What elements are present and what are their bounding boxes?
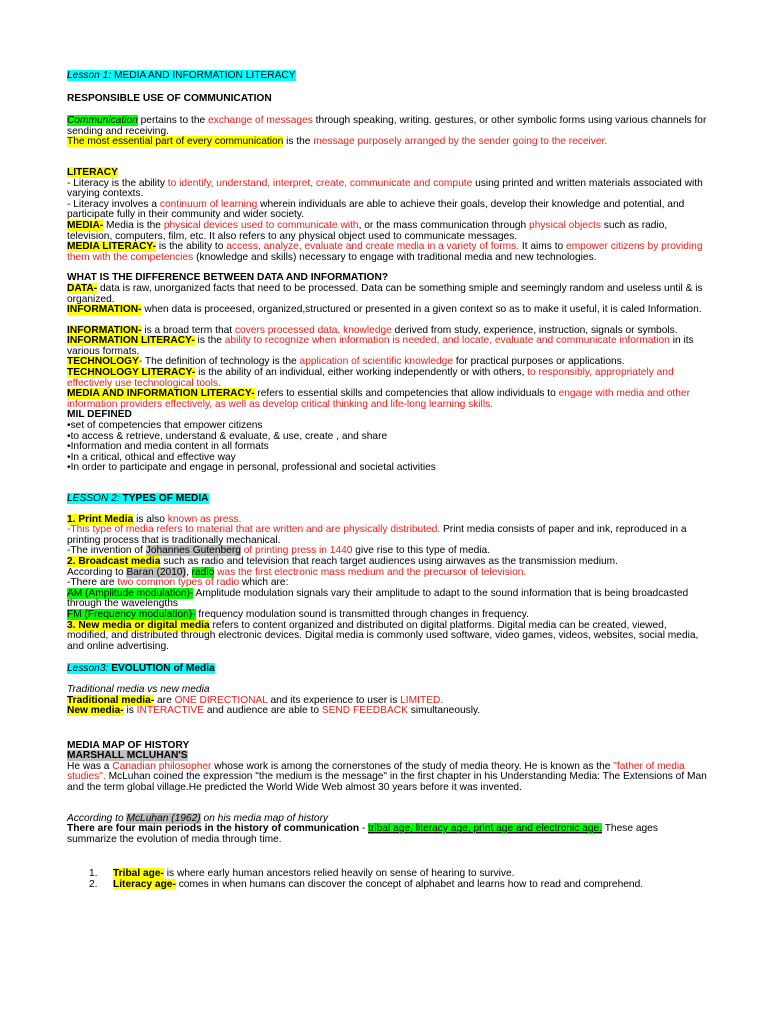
- technology-literacy-term: TECHNOLOGY LITERACY-: [67, 367, 196, 379]
- text: Media is the: [103, 219, 164, 231]
- text: using printed and written materials associated with varying contexts.: [67, 177, 703, 200]
- red-text: "father of media studies".: [67, 760, 685, 783]
- mcluhan-bio-paragraph: [67, 762, 707, 794]
- list-number: 1.: [89, 868, 98, 880]
- literacy-paragraph-1: [67, 179, 707, 200]
- am-term: AM (Amplitude modulation)-: [67, 587, 194, 599]
- red-text: -This type of media refers to: [67, 524, 197, 536]
- lesson2-title-highlight: [67, 493, 209, 504]
- text: and its experience to user is: [267, 694, 401, 706]
- information-term: INFORMATION-: [67, 304, 142, 316]
- document-page: [67, 71, 707, 891]
- text: which are:: [239, 577, 289, 589]
- text: is a broad term that: [141, 324, 235, 336]
- red-text: SEND FEEDBACK: [321, 705, 408, 717]
- lesson1-label: Lesson 1:: [67, 70, 112, 81]
- text: , or the mass communication through: [358, 219, 530, 231]
- information-literacy-paragraph: [67, 336, 707, 357]
- list-number: 2.: [89, 879, 98, 891]
- text: such as radio, television, computers, film, etc. It also refers to any physical object used to communicate messages.: [67, 219, 668, 242]
- mil-bullet: •Information and media content in all formats: [67, 441, 269, 453]
- new-media-term-2: New media-: [67, 705, 124, 717]
- information-literacy-term: INFORMATION LITERACY-: [67, 335, 195, 347]
- responsible-heading: RESPONSIBLE USE OF COMMUNICATION: [67, 92, 272, 104]
- information-paragraph: [67, 305, 707, 316]
- lesson1-title-highlight: [67, 70, 296, 81]
- red-text: application of scientific knowledge: [299, 356, 454, 368]
- literacy-age-term: Literacy age-: [113, 879, 176, 891]
- text: (knowledge and skills) necessary to engage with traditional media and new technologies.: [193, 251, 597, 263]
- text: is the: [283, 136, 314, 148]
- baran-highlight: Baran (2010): [126, 566, 186, 578]
- broadcast-term: 2. Broadcast media: [67, 555, 161, 567]
- red-text: Canadian philosopher: [112, 760, 212, 772]
- print-media-term: 1. Print Media: [67, 513, 134, 525]
- text: frequency modulation sound is transmitted through changes in frequency.: [195, 608, 529, 620]
- new-media-paragraph-2: [67, 706, 707, 717]
- mcluhan-highlight: McLuhan (1962): [126, 812, 201, 824]
- media-term: MEDIA-: [67, 219, 104, 231]
- technology-term: TECHNOLOGY: [67, 356, 139, 368]
- text: and audience are able to: [204, 705, 322, 717]
- red-text: of printing press in 1440: [240, 545, 353, 557]
- red-text: material that are written and are physically distributed.: [196, 524, 441, 536]
- essential-red: message purposely arranged by the sender going to the receiver.: [313, 136, 608, 148]
- text: on his media map of history: [200, 812, 329, 824]
- media-map-heading: MEDIA MAP OF HISTORY: [67, 739, 190, 751]
- list-item-text: [113, 880, 643, 891]
- text: data is raw, unorganized facts that need to be processed. Data can be something smiple and seemingly random and useless until & is organized.: [67, 282, 703, 305]
- text: ,: [185, 566, 192, 578]
- text: such as radio and television that reach target audiences using airwaves as the transmission medium.: [160, 555, 618, 567]
- traditional-media-term: Traditional media-: [67, 694, 155, 706]
- text: Print media consists of paper and ink, reproduced in a printing process that is traditionally mechanical.: [67, 524, 687, 546]
- periods-paragraph: [67, 824, 707, 845]
- red-text: known as press.: [167, 513, 242, 525]
- red-text: ability to recognize when information is needed, and locate, evaluate and communicate information: [224, 335, 670, 347]
- text: in its various formats.: [67, 335, 694, 357]
- lesson1-title: MEDIA AND INFORMATION LITERACY: [111, 70, 296, 81]
- text: Amplitude modulation signals vary their amplitude to adapt to the sound information that is being broadcasted through the wavelengths: [67, 587, 689, 610]
- text: - The definition of technology is the: [138, 356, 300, 368]
- text: These ages summarize the evolution of media through time.: [67, 823, 658, 845]
- mil-bullet: •to access & retrieve, understand & evaluate, & use, create , and share: [67, 430, 388, 442]
- red-text: covers processed data, knowledge: [234, 324, 392, 336]
- red-text: physical objects: [529, 219, 601, 231]
- periods-highlight: tribal age, literacy age, print age and electronic age.: [368, 823, 603, 835]
- text: is the ability to: [156, 241, 227, 253]
- media-literacy-paragraph: [67, 242, 707, 263]
- fm-term: FM (Frequency modulation)-: [67, 608, 196, 620]
- radio-highlight: radio: [191, 566, 215, 578]
- difference-heading: WHAT IS THE DIFFERENCE BETWEEN DATA AND INFORMATION?: [67, 272, 389, 284]
- mil-bullet: •set of competencies that empower citizens: [67, 420, 263, 432]
- mil-term: MEDIA AND INFORMATION LITERACY-: [67, 388, 255, 400]
- new-media-paragraph: [67, 621, 707, 653]
- text: It aims to: [519, 241, 567, 253]
- text: is where early human ancestors relied heavily on sense of hearing to survive.: [163, 868, 515, 880]
- text: refers to content organized and distributed on digital platforms. Digital media can be created, viewed, modified, and distributed through electronic devices. Digital media is commonly used software, video games, videos, websites, social media, and online advertising.: [67, 619, 699, 652]
- bold-text: There are four main periods in the history of communication: [67, 823, 360, 835]
- new-media-term: 3. New media or digital media: [67, 619, 210, 631]
- text: are: [154, 694, 175, 706]
- red-text: physical devices used to communicate with: [163, 219, 359, 231]
- data-term: DATA-: [67, 282, 98, 294]
- mil-defined-heading: MIL DEFINED: [67, 409, 132, 421]
- data-paragraph: [67, 284, 707, 305]
- red-text: two common types of radio: [117, 577, 240, 589]
- text: refers to essential skills and competencies that allow individuals to: [254, 388, 559, 400]
- red-text: ONE DIRECTIONAL: [174, 694, 268, 706]
- lesson2-title: TYPES OF MEDIA: [119, 493, 209, 504]
- text: -: [359, 823, 369, 835]
- text: wherein individuals are able to achieve their goals, develop their knowledge and potential, and participate fully in their community and wider society.: [67, 198, 685, 221]
- red-text: to responsibly, appropriately and effectively use technological tools.: [67, 367, 674, 389]
- communication-term: Communication: [67, 115, 138, 127]
- list-item: [67, 880, 707, 891]
- mcluhan-heading: MARSHALL MCLUHAN'S: [67, 750, 188, 762]
- lesson2-label: LESSON 2:: [67, 493, 120, 504]
- lesson3-subtitle: Traditional media vs new media: [67, 683, 210, 695]
- text: is: [123, 705, 137, 717]
- text: whose work is among the cornerstones of the study of media theory. He is known as the: [211, 760, 614, 772]
- tribal-age-term: Tribal age-: [113, 868, 164, 880]
- media-literacy-term: MEDIA LITERACY-: [67, 241, 157, 253]
- red-text: was the first electronic mass medium and the precursor of television.: [214, 566, 527, 578]
- text: - Literacy is the ability: [67, 177, 168, 189]
- print-media-paragraph-2: [67, 525, 707, 546]
- communication-red: exchange of messages: [208, 115, 313, 127]
- am-paragraph: [67, 589, 707, 610]
- text: derived from study, experience, instruction, signals or symbols.: [391, 324, 678, 336]
- ages-list: [67, 869, 707, 890]
- text: pertains to the: [137, 115, 209, 127]
- technology-literacy-paragraph: [67, 368, 707, 389]
- text: is the ability of an individual, either working independently or with others,: [195, 367, 528, 379]
- text: - Literacy involves a: [67, 198, 160, 210]
- red-text: engage with media and other information providers effectively, as well as develop critical thinking and life-long learning skills.: [67, 388, 690, 410]
- mil-paragraph: [67, 389, 707, 410]
- text: is the: [194, 335, 225, 347]
- red-text: empower citizens by providing them with the competencies: [67, 241, 703, 263]
- text: -The invention of: [67, 545, 146, 557]
- text: give rise to this type of media.: [352, 545, 491, 557]
- red-text: LIMITED.: [400, 694, 444, 706]
- lesson3-label: Lesson3:: [67, 663, 109, 675]
- lesson3-title-highlight: [67, 663, 215, 674]
- text: is also: [133, 513, 168, 525]
- text: when data is proceesed, organized,structured or presented in a given context so as to make it useful, it is caled Information.: [141, 304, 702, 316]
- mil-bullet: •In a critical, othical and effective way: [67, 451, 236, 463]
- text: -There are: [67, 577, 118, 589]
- communication-paragraph: [67, 116, 707, 137]
- gutenberg-highlight: Johannes Gutenberg: [145, 545, 241, 557]
- text: He was a: [67, 760, 113, 772]
- lesson3-title-line: [67, 664, 707, 675]
- text: According to: [67, 812, 127, 824]
- text: for practical purposes or applications.: [453, 356, 625, 368]
- information-term-2: INFORMATION-: [67, 324, 142, 336]
- text: simultaneously.: [407, 705, 481, 717]
- red-text: continuum of learning: [159, 198, 258, 210]
- lesson1-title-line: [67, 71, 707, 82]
- red-text: INTERACTIVE: [136, 705, 205, 717]
- red-text: access, analyze, evaluate and create media in a variety of forms.: [226, 241, 520, 253]
- lesson3-title: EVOLUTION of Media: [108, 663, 215, 675]
- essential-paragraph: [67, 137, 707, 148]
- text: According to: [67, 566, 127, 578]
- essential-highlight: The most essential part of every communication: [67, 136, 284, 148]
- literacy-paragraph-2: [67, 200, 707, 221]
- literacy-heading: LITERACY: [67, 166, 118, 178]
- red-text: to identify, understand, interpret, create, communicate and compute: [167, 177, 473, 189]
- text: comes in when humans can discover the concept of alphabet and learns how to read and comprehend.: [175, 879, 644, 891]
- text: through speaking, writing. gestures, or other symbolic forms using various channels for sending and receiving.: [67, 115, 707, 137]
- text: McLuhan coined the expression "the medium is the message" in the first chapter in his Understanding Media: The Extensions of Man and the term global village.He predicted the World Wide Web almost 30 years before it was invented.: [67, 771, 707, 794]
- lesson2-title-line: [67, 494, 707, 505]
- media-paragraph: [67, 221, 707, 242]
- mil-bullet: •In order to participate and engage in personal, professional and societal activities: [67, 462, 436, 474]
